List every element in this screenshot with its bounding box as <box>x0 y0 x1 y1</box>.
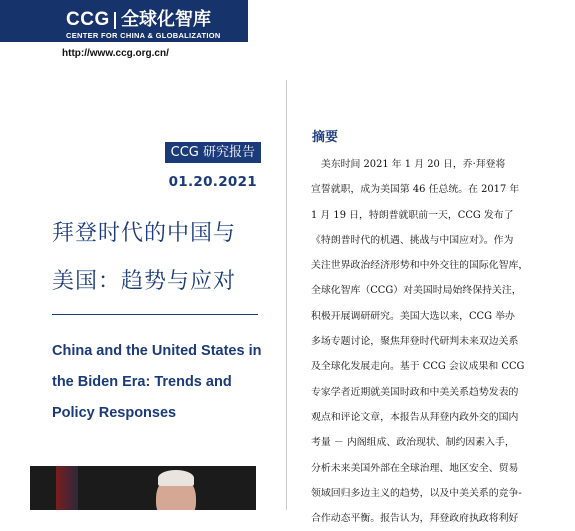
title-english-line: China and the United States in <box>52 343 262 359</box>
abstract-line: 全球化智库（CCG）对美国时局始终保持关注， <box>311 285 522 297</box>
abstract-line: 关注世界政治经济形势和中外交往的国际化智库， <box>311 260 529 272</box>
abstract-line: 积极开展调研研究。美国大选以来，CCG 举办 <box>311 310 515 322</box>
abstract-line: 分析未来美国外部在全球治理、地区安全、贸易 <box>311 462 519 474</box>
abstract-line: 1 月 19 日，特朗普就职前一天，CCG 发布了 <box>311 209 514 221</box>
title-chinese <box>52 210 272 306</box>
website-link[interactable]: http://www.ccg.org.cn/ <box>62 48 169 59</box>
logo-banner <box>0 0 248 42</box>
abstract-heading: 摘要 <box>312 130 339 145</box>
abstract-line: 考量 － 内阁组成、政治现状、制约因素入手， <box>311 437 515 449</box>
abstract-line: 专家学者近期就美国时政和中美关系趋势发表的 <box>311 386 519 398</box>
report-date: 01.20.2021 <box>168 174 257 190</box>
abstract-line: 及全球化发展走向。基于 CCG 会议成果和 CCG <box>311 361 525 373</box>
page-header <box>0 0 575 72</box>
abstract-line: 《特朗普时代的机遇、挑战与中国应对》。作为 <box>311 234 514 246</box>
column-divider <box>286 80 287 510</box>
abstract-line: 美东时间 2021 年 1 月 20 日，乔·拜登将 <box>311 159 506 170</box>
title-english-line: Policy Responses <box>52 405 177 421</box>
title-english <box>52 336 272 429</box>
abstract-line: 领域回归多边主义的趋势，以及中美关系的竞争- <box>311 487 522 499</box>
photo-portrait-hair <box>158 470 194 486</box>
title-english-line: the Biden Era: Trends and <box>52 374 232 390</box>
title-rule <box>52 314 258 315</box>
title-chinese-line: 美国：趋势与应对 <box>52 269 237 294</box>
logo-text-chinese: 全球化智库 <box>121 9 211 30</box>
report-type-badge: CCG 研究报告 <box>165 142 261 163</box>
abstract-line: 观点和评论文章，本报告从拜登内政外交的国内 <box>311 411 519 423</box>
logo-subtitle: CENTER FOR CHINA & GLOBALIZATION <box>66 31 221 40</box>
abstract-line: 多场专题讨论，聚焦拜登时代研判未来双边关系 <box>311 336 519 348</box>
logo-text: CCG <box>66 9 110 30</box>
logo-divider <box>114 12 116 29</box>
abstract-body <box>311 152 543 531</box>
photo-background-flag <box>56 466 78 510</box>
cover-photo <box>30 466 256 510</box>
title-chinese-line: 拜登时代的中国与 <box>52 221 237 246</box>
abstract-line: 宣誓就职，成为美国第 46 任总统。在 2017 年 <box>311 184 520 196</box>
abstract-line: 合作动态平衡。报告认为，拜登政府执政将利好 <box>311 513 519 525</box>
